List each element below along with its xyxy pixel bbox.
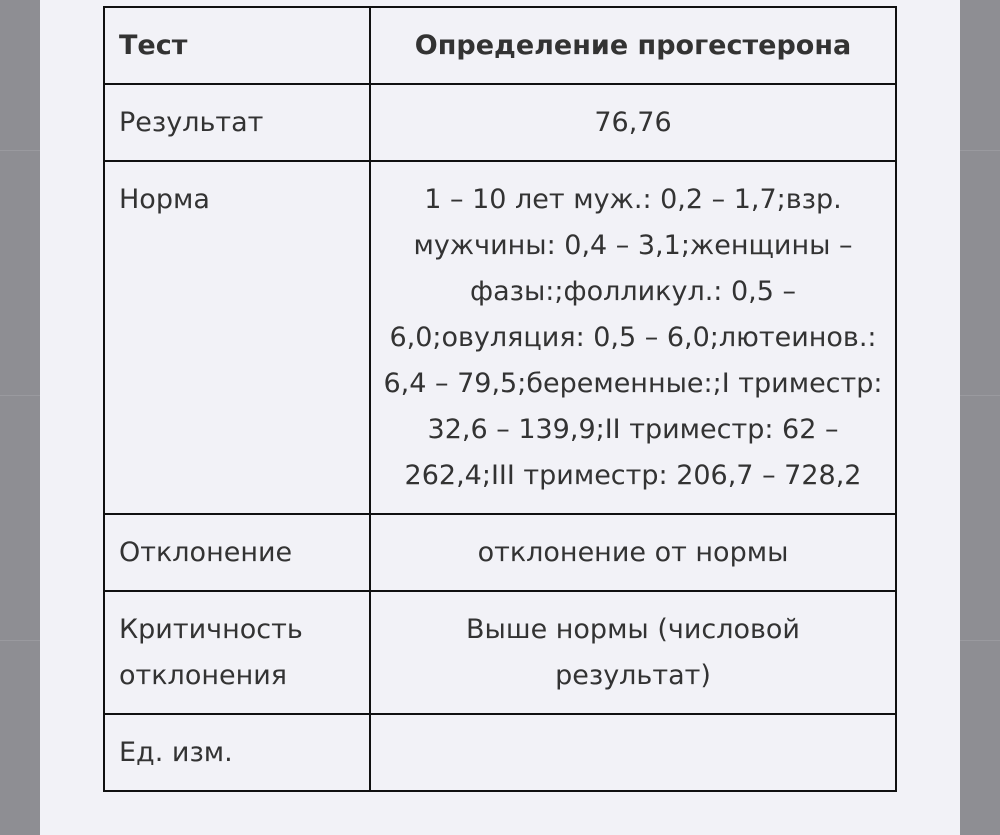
- unit-value: [370, 714, 896, 791]
- result-value: 76,76: [370, 84, 896, 161]
- table-row-unit: [104, 714, 896, 791]
- table-row-norm: [104, 161, 896, 514]
- deviation-label: Отклонение: [104, 514, 370, 591]
- norm-label: Норма: [104, 161, 370, 514]
- left-margin: [0, 0, 40, 835]
- table-row-deviation: [104, 514, 896, 591]
- right-margin: [960, 0, 1000, 835]
- unit-label: Ед. изм.: [104, 714, 370, 791]
- norm-value: 1 – 10 лет муж.: 0,2 – 1,7;взр. мужчины: 0,4 – 3,1;женщины – фазы:;фолликул.: 0,5 – 6,0;овуляция: 0,5 – 6,0;лютеинов.: 6,4 – 79,5;беременные:;I триместр: 32,6 – 139,9;II триместр: 62 – 262,4;III триместр: 206,7 – 728,2: [370, 161, 896, 514]
- test-results-table: [103, 6, 897, 792]
- result-label: Результат: [104, 84, 370, 161]
- header-test-label: Тест: [104, 7, 370, 84]
- table-header-row: [104, 7, 896, 84]
- header-test-name: Определение прогестерона: [370, 7, 896, 84]
- table-row-criticality: [104, 591, 896, 714]
- criticality-label: Критичность отклонения: [104, 591, 370, 714]
- table-row-result: [104, 84, 896, 161]
- document-page: [40, 0, 960, 835]
- deviation-value: отклонение от нормы: [370, 514, 896, 591]
- criticality-value: Выше нормы (числовой результат): [370, 591, 896, 714]
